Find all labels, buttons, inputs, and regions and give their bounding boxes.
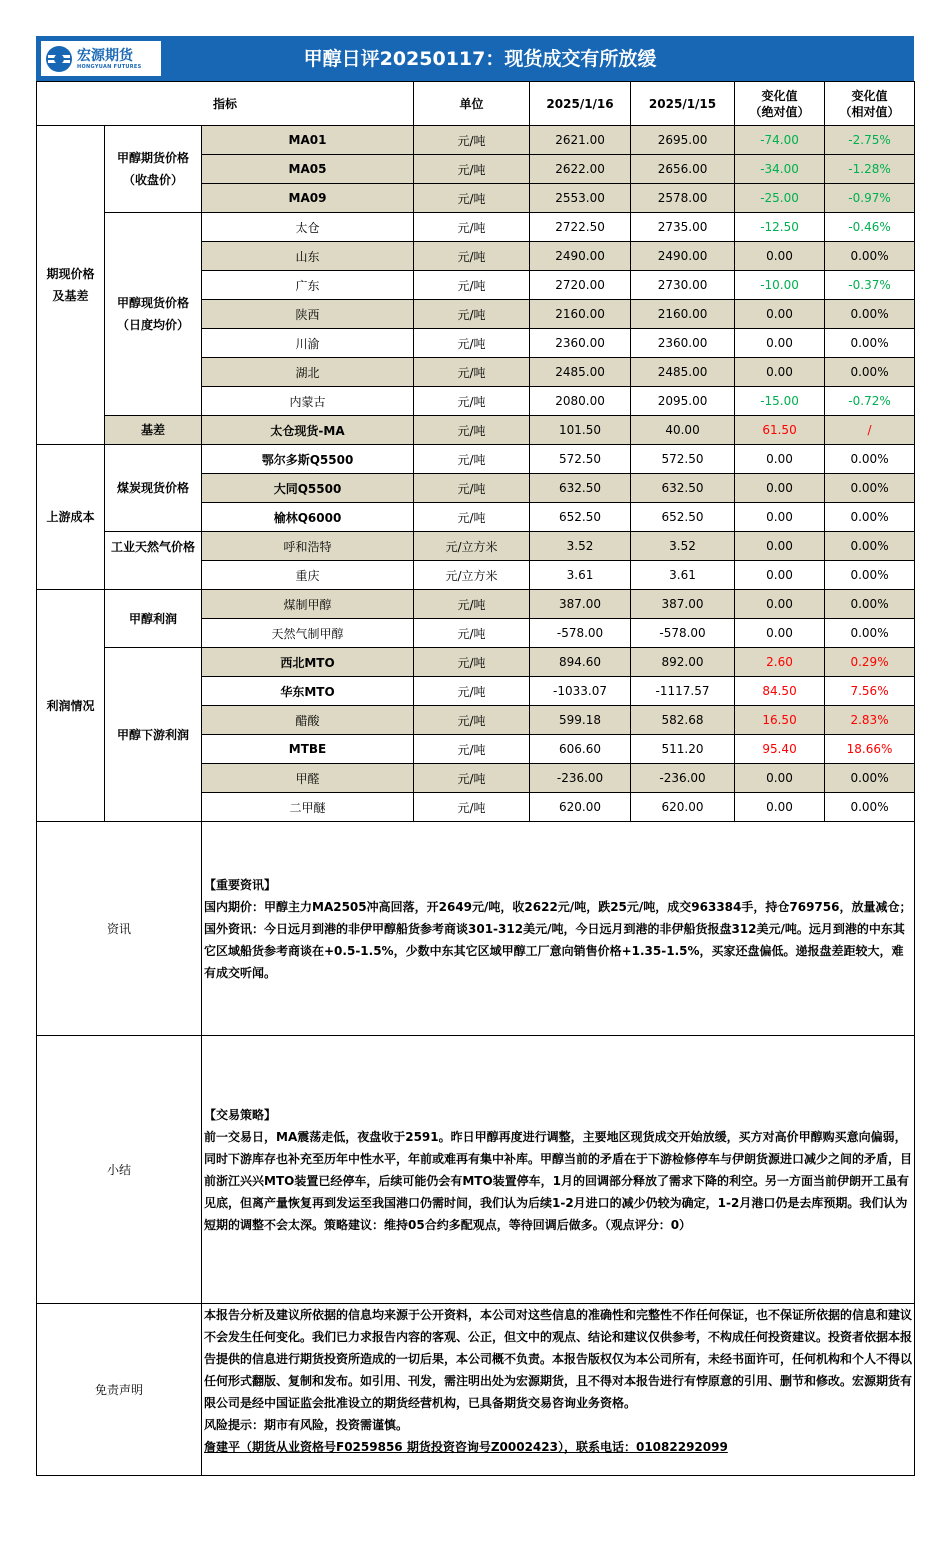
sub-spot-line1: 甲醇现货价格 xyxy=(116,296,189,310)
row-unit: 元/吨 xyxy=(414,619,530,648)
row-change-rel: 0.00% xyxy=(825,358,915,387)
group-spot-basis xyxy=(37,126,105,445)
row-change-abs: -15.00 xyxy=(735,387,825,416)
row-change-abs: -34.00 xyxy=(735,155,825,184)
news-paragraph-2: 国外资讯：今日远月到港的非伊甲醇船货参考商谈301-312美元/吨，今日远月到港的非伊船货报盘312美元/吨。远月到港的中东其它区域船货参考商谈在+0.5-1.5%，少数中东其它区域甲醇工厂意向销售价格+1.35-1.5%，买家还盘偏低。递报盘差距较大，难有成交听闻。 xyxy=(204,921,905,980)
sub-basis: 基差 xyxy=(105,416,202,445)
table-row xyxy=(37,532,915,561)
table-row xyxy=(37,648,915,677)
disclaimer-paragraph: 本报告分析及建议所依据的信息均来源于公开资料，本公司对这些信息的准确性和完整性不作任何保证，也不保证所依据的信息和建议不会发生任何变化。我们已力求报告内容的客观、公正，但文中的观点、结论和建议仅供参考，不构成任何投资建议。投资者依据本报告提供的信息进行期货投资所造成的一切后果，本公司概不负责。本报告版权仅为本公司所有，未经书面许可，任何机构和个人不得以任何形式翻版、复制和发布。如引用、刊发，需注明出处为宏源期货，且不得对本报告进行有悖原意的引用、删节和修改。宏源期货有限公司是经中国证监会批准设立的期货经营机构，已具备期货交易咨询业务资格。 xyxy=(204,1308,913,1410)
row-value-date2: 652.50 xyxy=(631,503,735,532)
row-change-abs: 0.00 xyxy=(735,242,825,271)
news-paragraph-1: 国内期价：甲醇主力MA2505冲高回落，开2649元/吨，收2622元/吨，跌25元/吨，成交963384手，持仓769756，放量减仓； xyxy=(204,899,912,914)
row-change-abs: 0.00 xyxy=(735,590,825,619)
rel-change-l2: （相对值） xyxy=(839,104,900,119)
rel-change-l1: 变化值 xyxy=(851,88,888,103)
row-change-abs: 0.00 xyxy=(735,532,825,561)
row-unit: 元/吨 xyxy=(414,445,530,474)
row-value-date1: 2722.50 xyxy=(530,213,631,242)
row-change-abs: 0.00 xyxy=(735,561,825,590)
row-name: 太仓现货-MA xyxy=(202,416,414,445)
row-value-date2: 2695.00 xyxy=(631,126,735,155)
sub-futures xyxy=(105,126,202,213)
row-name: 天然气制甲醇 xyxy=(202,619,414,648)
row-value-date1: -578.00 xyxy=(530,619,631,648)
row-value-date2: 40.00 xyxy=(631,416,735,445)
sub-downstream: 甲醇下游利润 xyxy=(105,648,202,822)
row-name: MA05 xyxy=(202,155,414,184)
table-row xyxy=(37,590,915,619)
row-name: 太仓 xyxy=(202,213,414,242)
disclaimer-row xyxy=(37,1304,915,1476)
group-profit: 利润情况 xyxy=(37,590,105,822)
disclaimer-content xyxy=(202,1304,915,1476)
col-header-date2: 2025/1/15 xyxy=(631,82,735,126)
row-change-abs: 0.00 xyxy=(735,503,825,532)
row-name: MA01 xyxy=(202,126,414,155)
row-unit: 元/吨 xyxy=(414,706,530,735)
row-unit: 元/吨 xyxy=(414,735,530,764)
row-change-abs: 0.00 xyxy=(735,474,825,503)
summary-row xyxy=(37,1036,915,1304)
row-value-date2: 620.00 xyxy=(631,793,735,822)
sub-futures-line2: （收盘价） xyxy=(122,173,183,187)
row-value-date2: 2578.00 xyxy=(631,184,735,213)
abs-change-l1: 变化值 xyxy=(761,88,798,103)
row-change-abs: -74.00 xyxy=(735,126,825,155)
row-value-date2: 2360.00 xyxy=(631,329,735,358)
row-name: 湖北 xyxy=(202,358,414,387)
summary-content xyxy=(202,1036,915,1304)
row-unit: 元/立方米 xyxy=(414,561,530,590)
row-change-rel: 0.00% xyxy=(825,590,915,619)
sub-futures-line1: 甲醇期货价格 xyxy=(116,151,189,165)
summary-heading: 【交易策略】 xyxy=(204,1107,277,1122)
row-name: 榆林Q6000 xyxy=(202,503,414,532)
row-change-rel: -1.28% xyxy=(825,155,915,184)
row-change-rel: 0.29% xyxy=(825,648,915,677)
row-value-date1: 572.50 xyxy=(530,445,631,474)
row-unit: 元/吨 xyxy=(414,329,530,358)
row-unit: 元/吨 xyxy=(414,764,530,793)
row-change-rel: 0.00% xyxy=(825,532,915,561)
news-heading: 【重要资讯】 xyxy=(204,877,277,892)
table-row xyxy=(37,213,915,242)
row-change-abs: 95.40 xyxy=(735,735,825,764)
row-value-date2: 3.52 xyxy=(631,532,735,561)
row-value-date1: 894.60 xyxy=(530,648,631,677)
sub-spot xyxy=(105,213,202,416)
sub-coal: 煤炭现货价格 xyxy=(105,445,202,532)
row-value-date2: 2735.00 xyxy=(631,213,735,242)
row-name: 甲醛 xyxy=(202,764,414,793)
row-value-date1: 2360.00 xyxy=(530,329,631,358)
row-value-date2: -578.00 xyxy=(631,619,735,648)
report-title: 甲醇日评20250117：现货成交有所放缓 xyxy=(303,48,657,70)
row-value-date2: -1117.57 xyxy=(631,677,735,706)
row-change-rel: 0.00% xyxy=(825,445,915,474)
row-name: 陕西 xyxy=(202,300,414,329)
row-unit: 元/吨 xyxy=(414,590,530,619)
row-change-rel: 2.83% xyxy=(825,706,915,735)
sub-spot-line2: （日度均价） xyxy=(116,318,189,332)
row-name: MTBE xyxy=(202,735,414,764)
row-value-date1: -1033.07 xyxy=(530,677,631,706)
row-change-abs: 84.50 xyxy=(735,677,825,706)
row-value-date1: 2485.00 xyxy=(530,358,631,387)
row-value-date2: 511.20 xyxy=(631,735,735,764)
row-change-abs: 0.00 xyxy=(735,329,825,358)
row-unit: 元/吨 xyxy=(414,793,530,822)
row-change-abs: 0.00 xyxy=(735,619,825,648)
row-value-date1: 2621.00 xyxy=(530,126,631,155)
row-unit: 元/吨 xyxy=(414,126,530,155)
report-header xyxy=(36,36,914,81)
row-value-date2: 892.00 xyxy=(631,648,735,677)
col-header-rel-change xyxy=(825,82,915,126)
row-change-rel: 0.00% xyxy=(825,503,915,532)
row-name: 川渝 xyxy=(202,329,414,358)
row-change-rel: 0.00% xyxy=(825,764,915,793)
news-label: 资讯 xyxy=(37,822,202,1036)
row-name: 重庆 xyxy=(202,561,414,590)
row-change-rel: / xyxy=(825,416,915,445)
row-name: 二甲醚 xyxy=(202,793,414,822)
row-value-date1: 387.00 xyxy=(530,590,631,619)
row-change-rel: 0.00% xyxy=(825,619,915,648)
row-value-date1: 101.50 xyxy=(530,416,631,445)
row-change-abs: 61.50 xyxy=(735,416,825,445)
row-value-date2: 632.50 xyxy=(631,474,735,503)
row-name: 煤制甲醇 xyxy=(202,590,414,619)
row-change-abs: -12.50 xyxy=(735,213,825,242)
row-unit: 元/吨 xyxy=(414,387,530,416)
row-change-abs: 0.00 xyxy=(735,358,825,387)
row-unit: 元/吨 xyxy=(414,155,530,184)
col-header-abs-change xyxy=(735,82,825,126)
row-unit: 元/吨 xyxy=(414,213,530,242)
row-name: MA09 xyxy=(202,184,414,213)
row-change-abs: 0.00 xyxy=(735,793,825,822)
row-name: 山东 xyxy=(202,242,414,271)
row-change-abs: 0.00 xyxy=(735,764,825,793)
summary-label: 小结 xyxy=(37,1036,202,1304)
row-name: 鄂尔多斯Q5500 xyxy=(202,445,414,474)
column-header-row xyxy=(37,82,915,126)
row-change-abs: 16.50 xyxy=(735,706,825,735)
row-value-date2: 2160.00 xyxy=(631,300,735,329)
logo-text-en: HONGYUAN FUTURES xyxy=(77,63,142,70)
row-value-date1: 606.60 xyxy=(530,735,631,764)
row-unit: 元/吨 xyxy=(414,184,530,213)
row-value-date2: 2730.00 xyxy=(631,271,735,300)
row-change-abs: 0.00 xyxy=(735,445,825,474)
row-unit: 元/吨 xyxy=(414,416,530,445)
row-value-date2: -236.00 xyxy=(631,764,735,793)
row-name: 大同Q5500 xyxy=(202,474,414,503)
sub-gas: 工业天然气价格 xyxy=(105,532,202,590)
row-value-date1: 2622.00 xyxy=(530,155,631,184)
row-change-abs: -25.00 xyxy=(735,184,825,213)
row-change-rel: 0.00% xyxy=(825,300,915,329)
row-unit: 元/吨 xyxy=(414,648,530,677)
row-value-date2: 572.50 xyxy=(631,445,735,474)
row-value-date1: 632.50 xyxy=(530,474,631,503)
row-value-date2: 582.68 xyxy=(631,706,735,735)
row-change-abs: -10.00 xyxy=(735,271,825,300)
row-value-date1: 2720.00 xyxy=(530,271,631,300)
row-name: 内蒙古 xyxy=(202,387,414,416)
row-change-rel: -2.75% xyxy=(825,126,915,155)
row-change-rel: -0.72% xyxy=(825,387,915,416)
row-name: 醋酸 xyxy=(202,706,414,735)
row-change-rel: 0.00% xyxy=(825,474,915,503)
table-row xyxy=(37,126,915,155)
row-unit: 元/吨 xyxy=(414,358,530,387)
data-table xyxy=(36,81,915,1476)
analyst-contact: 詹建平（期货从业资格号F0259856 期货投资咨询号Z0002423），联系电话：01082292099 xyxy=(204,1440,728,1454)
row-change-abs: 0.00 xyxy=(735,300,825,329)
group-spot-basis-line1: 期现价格 xyxy=(46,267,95,281)
row-unit: 元/吨 xyxy=(414,503,530,532)
row-value-date1: 3.52 xyxy=(530,532,631,561)
news-content xyxy=(202,822,915,1036)
logo-text-cn: 宏源期货 xyxy=(77,47,133,64)
row-value-date2: 387.00 xyxy=(631,590,735,619)
row-unit: 元/立方米 xyxy=(414,532,530,561)
report-sheet xyxy=(36,36,914,1476)
row-value-date2: 2095.00 xyxy=(631,387,735,416)
row-change-rel: 0.00% xyxy=(825,329,915,358)
row-value-date2: 2490.00 xyxy=(631,242,735,271)
row-unit: 元/吨 xyxy=(414,300,530,329)
row-value-date2: 3.61 xyxy=(631,561,735,590)
row-name: 华东MTO xyxy=(202,677,414,706)
row-change-rel: 0.00% xyxy=(825,793,915,822)
row-change-rel: 0.00% xyxy=(825,561,915,590)
col-header-unit: 单位 xyxy=(414,82,530,126)
row-value-date1: 599.18 xyxy=(530,706,631,735)
row-change-rel: 0.00% xyxy=(825,242,915,271)
row-unit: 元/吨 xyxy=(414,677,530,706)
abs-change-l2: （绝对值） xyxy=(749,104,810,119)
row-name: 呼和浩特 xyxy=(202,532,414,561)
row-change-rel: -0.97% xyxy=(825,184,915,213)
table-row xyxy=(37,416,915,445)
row-change-rel: -0.46% xyxy=(825,213,915,242)
disclaimer-label: 免责声明 xyxy=(37,1304,202,1476)
row-name: 西北MTO xyxy=(202,648,414,677)
group-upstream: 上游成本 xyxy=(37,445,105,590)
col-header-indicator: 指标 xyxy=(37,82,414,126)
row-change-rel: -0.37% xyxy=(825,271,915,300)
sub-profit: 甲醇利润 xyxy=(105,590,202,648)
col-header-date1: 2025/1/16 xyxy=(530,82,631,126)
row-change-rel: 7.56% xyxy=(825,677,915,706)
row-unit: 元/吨 xyxy=(414,474,530,503)
summary-paragraph: 前一交易日，MA震荡走低，夜盘收于2591。昨日甲醇再度进行调整，主要地区现货成交开始放缓，买方对高价甲醇购买意向偏弱，同时下游库存也补充至历年中性水平，年前或难再有集中补库。甲醇当前的矛盾在于下游检修停车与伊朗货源进口减少之间的矛盾，目前浙江兴兴MTO装置已经停车，后续可能仍会有MTO装置停车，1月的回调部分释放了需求下降的利空。另一方面当前伊朗开工虽有见底，但离产量恢复再到发运至我国港口仍需时间，我们认为后续1-2月进口的减少仍较为确定，1-2月港口仍是去库预期。我们认为短期的调整不会太深。策略建议：维持05合约多配观点，等待回调后做多。（观点评分：0） xyxy=(204,1129,913,1232)
row-change-rel: 18.66% xyxy=(825,735,915,764)
row-value-date1: 2553.00 xyxy=(530,184,631,213)
row-value-date1: 652.50 xyxy=(530,503,631,532)
row-name: 广东 xyxy=(202,271,414,300)
risk-warning: 风险提示：期市有风险，投资需谨慎。 xyxy=(204,1418,409,1432)
news-row xyxy=(37,822,915,1036)
row-value-date2: 2656.00 xyxy=(631,155,735,184)
row-value-date1: 620.00 xyxy=(530,793,631,822)
row-value-date1: 3.61 xyxy=(530,561,631,590)
row-value-date1: -236.00 xyxy=(530,764,631,793)
row-value-date1: 2080.00 xyxy=(530,387,631,416)
group-spot-basis-line2: 及基差 xyxy=(52,289,89,303)
row-value-date1: 2160.00 xyxy=(530,300,631,329)
row-value-date1: 2490.00 xyxy=(530,242,631,271)
row-change-abs: 2.60 xyxy=(735,648,825,677)
row-unit: 元/吨 xyxy=(414,271,530,300)
table-row xyxy=(37,445,915,474)
row-unit: 元/吨 xyxy=(414,242,530,271)
row-value-date2: 2485.00 xyxy=(631,358,735,387)
